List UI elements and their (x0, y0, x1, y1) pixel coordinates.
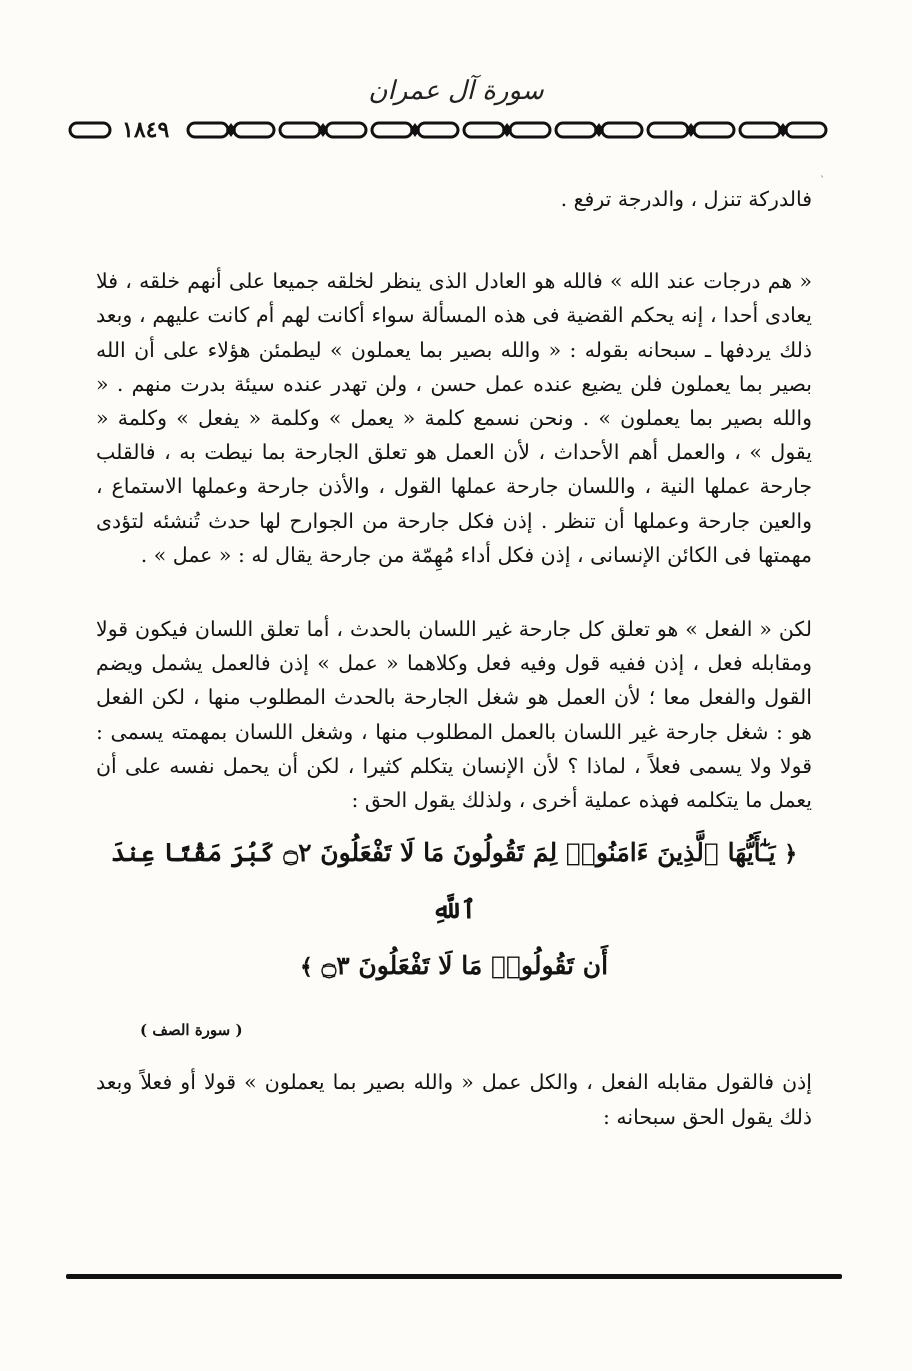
chain-link (510, 123, 550, 137)
chain-link (556, 123, 596, 137)
chain-link (740, 123, 780, 137)
paragraph-4: إذن فالقول مقابله الفعل ، والكل عمل « والله بصير بما يعملون » قولا أو فعلاً وبعد ذلك يقول الحق سبحانه : (96, 1070, 812, 1129)
verse-open-bracket: ﴿ (784, 841, 798, 868)
chain-link (70, 123, 110, 137)
chain-link (188, 123, 228, 137)
chain-link (326, 123, 366, 137)
chain-link (694, 123, 734, 137)
chain-link (464, 123, 504, 137)
verse-line-1 (96, 825, 812, 938)
surah-title: سورة آل عمران (368, 76, 544, 106)
paragraph-3: لكن « الفعل » هو تعلق كل جارحة غير اللسان بالحدث ، أما تعلق اللسان فيكون قولا ومقابله فعل ، إذن ففيه قول وفيه فعل وكلاهما « عمل » إذن فالعمل يشمل ويضم القول والفعل معا ؛ لأن العمل هو شغل الجارحة بالحدث المطلوب منها ، لكن الفعل هو : شغل جارحة غير اللسان بالعمل المطلوب منها ، وشغل اللسان بمهمته يسمى : قولا ولا يسمى فعلاً ، لماذا ؟ لأن الإنسان يتكلم كثيرا ، لكن أن يحمل نفسه على أن يعمل ما يتكلمه فهذه عملية أخرى ، ولذلك يقول الحق : (96, 617, 812, 813)
scan-mark: ˋ (820, 176, 825, 187)
chain-link (280, 123, 320, 137)
paragraph-1: فالدركة تنزل ، والدرجة ترفع . (560, 187, 812, 211)
paragraph-2: « هم درجات عند الله » فالله هو العادل الذى ينظر لخلقه جميعا على أنهم خلقه ، فلا يعادى أحدا ، إنه يحكم القضية فى هذه المسألة سواء أكانت لهم أم كانت عليهم ، وبعد ذلك يردفها ـ سبحانه بقوله : « والله بصير بما يعملون » ليطمئن هؤلاء على أن الله بصير بما يعملون فلن يضيع عنده عمل حسن ، ولن تهدر عنده سيئة بدرت منهم . « والله بصير بما يعملون » . ونحن نسمع كلمة « يعمل » وكلمة « يفعل » وكلمة « يقول » ، والعمل أهم الأحداث ، لأن العمل هو تعلق الجارحة بما نيطت به ، فالقلب جارحة عملها النية ، واللسان جارحة عملها القول ، والأذن جارحة وعملها الاستماع ، والعين جارحة وعملها أن تنظر . إذن فكل جارحة من الجوارح لها حدث تُنشئه لتؤدى مهمتها فى الكائن الإنسانى ، إذن فكل أداء مُهِمّة من جارحة يقال له : « عمل » . (96, 269, 813, 567)
chain-link (602, 123, 642, 137)
chain-link (648, 123, 688, 137)
chain-link (372, 123, 412, 137)
verse-line-1-text: يَـٰٓأَيُّهَا ٱلَّذِينَ ءَامَنُوا۟ لِمَ تَقُولُونَ مَا لَا تَفْعَلُونَ ۝٢ كَبُرَ مَقْتًا عِندَ ٱللَّهِ (110, 838, 776, 925)
footer-rule (66, 1274, 842, 1279)
verse-reference: ( سورة الصف ) (140, 1021, 243, 1040)
verse-line-2-text: أَن تَقُولُوا۟ مَا لَا تَفْعَلُونَ ۝٣ (321, 951, 609, 981)
quran-verse (96, 825, 812, 995)
verse-line-2 (96, 938, 812, 995)
main-text (96, 182, 812, 1134)
chain-link (418, 123, 458, 137)
header-ornament-rule (66, 114, 840, 146)
verse-close-bracket: ﴾ (299, 954, 313, 981)
chain-link (234, 123, 274, 137)
chain-ornament (66, 114, 840, 146)
chain-link (786, 123, 826, 137)
page-number: ١٨٤٩ (118, 116, 173, 144)
